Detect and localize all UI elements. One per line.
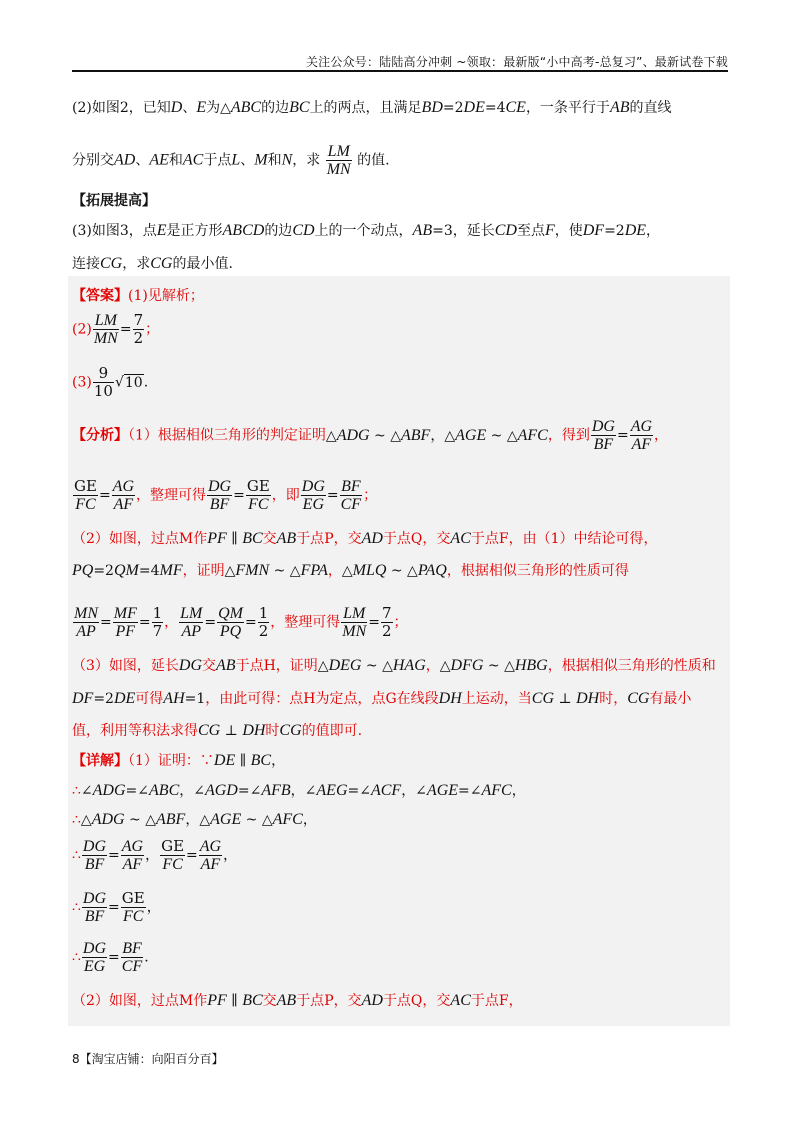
problem-part2-line2: 分别交AD、AE和AC于点L、M和N，求 $\frac{LM}{MN}$ 的值. xyxy=(72,143,390,178)
fraction-LM-MN: $\frac{LM}{MN}$ xyxy=(326,143,351,178)
answer-line1: 【答案】(1)见解析； xyxy=(72,288,204,304)
analysis-line2: $\frac{GE}{FC}$ = $\frac{AG}{AF}$ ，整理可得 $\frac{DG}{BF}$ = $\frac{GE}{FC}$ ，即 $\frac{DG}{EG}$ = $\frac{BF}{CF}$ ； xyxy=(74,477,378,513)
problem-part3-line1: (3)如图3，点E是正方形ABCD的边CD上的一个动点，AB=3，延长CD至点F，使DF=2DE， xyxy=(72,222,661,239)
detail-line6: ∴ $\frac{DG}{EG}$ = $\frac{BF}{CF}$ . xyxy=(72,940,149,975)
analysis-line3: （2）如图，过点M作PF ∥ BC交AB于点P，交AD于点Q，交AC于点F，由（1）中结论可得， xyxy=(72,530,658,547)
analysis-line4: PQ=2QM=4MF，证明△FMN ~ △FPA，△MLQ ~ △PAQ，根据相似三角形的性质可得 xyxy=(72,562,629,579)
detail-line1: 【详解】（1）证明：∵DE ∥ BC， xyxy=(72,752,286,769)
answer-line3: (3) $\frac{9}{10}$ √10. xyxy=(72,364,149,400)
detail-line3: ∴△ADG ~ △ABF，△AGE ~ △AFC， xyxy=(72,811,317,828)
detail-line4: ∴ $\frac{DG}{BF}$ = $\frac{AG}{AF}$ ， $\frac{GE}{FC}$ = $\frac{AG}{AF}$ ， xyxy=(72,837,238,873)
detail-line7: （2）如图，过点M作PF ∥ BC交AB于点P，交AD于点Q，交AC于点F， xyxy=(72,992,523,1009)
footer: 8【淘宝店铺：向阳百分百】 xyxy=(72,1052,224,1066)
analysis-line6: （3）如图，延长DG交AB于点H，证明△DEG ~ △HAG，△DFG ~ △HBG，根据相似三角形的性质和 xyxy=(72,657,716,674)
analysis-line1: 【分析】（1）根据相似三角形的判定证明△ADG ~ △ABF，△AGE ~ △AFC，得到 $\frac{DG}{BF}$ = $\frac{AG}{AF}$ ， xyxy=(72,418,669,453)
analysis-line8: 值，利用等积法求得CG ⊥ DH时CG的值即可. xyxy=(72,722,363,739)
analysis-line7: DF=2DE可得AH=1，由此可得：点H为定点，点G在线段DH上运动，当CG ⊥ DH时，CG有最小 xyxy=(72,690,692,707)
problem-part3-line2: 连接CG，求CG的最小值. xyxy=(72,255,233,272)
extend-heading: 【拓展提高】 xyxy=(72,193,156,209)
analysis-line5: $\frac{MN}{AP}$ = $\frac{MF}{PF}$ = $\frac{1}{7}$ ， $\frac{LM}{AP}$ = $\frac{QM}{PQ}$ = $\frac{1}{2}$ ，整理可得 $\frac{LM}{MN}$ = $\frac{7}{2}$ ； xyxy=(74,604,408,640)
problem-part2-line1: (2)如图2，已知D、E为△ABC的边BC上的两点，且满足BD=2DE=4CE，一条平行于AB的直线 xyxy=(72,99,672,116)
detail-line2: ∴∠ADG=∠ABC，∠AGD=∠AFB，∠AEG=∠ACF，∠AGE=∠AFC， xyxy=(72,782,526,799)
detail-line5: ∴ $\frac{DG}{BF}$ = $\frac{GE}{FC}$ ， xyxy=(72,889,161,925)
page-header: 关注公众号：陆陆高分冲刺 ~领取：最新版“小中高考-总复习”、最新试卷下载 xyxy=(305,55,728,69)
answer-line2: (2) $\frac{LM}{MN}$ = $\frac{7}{2}$ ； xyxy=(72,311,160,347)
header-rule xyxy=(72,70,728,72)
